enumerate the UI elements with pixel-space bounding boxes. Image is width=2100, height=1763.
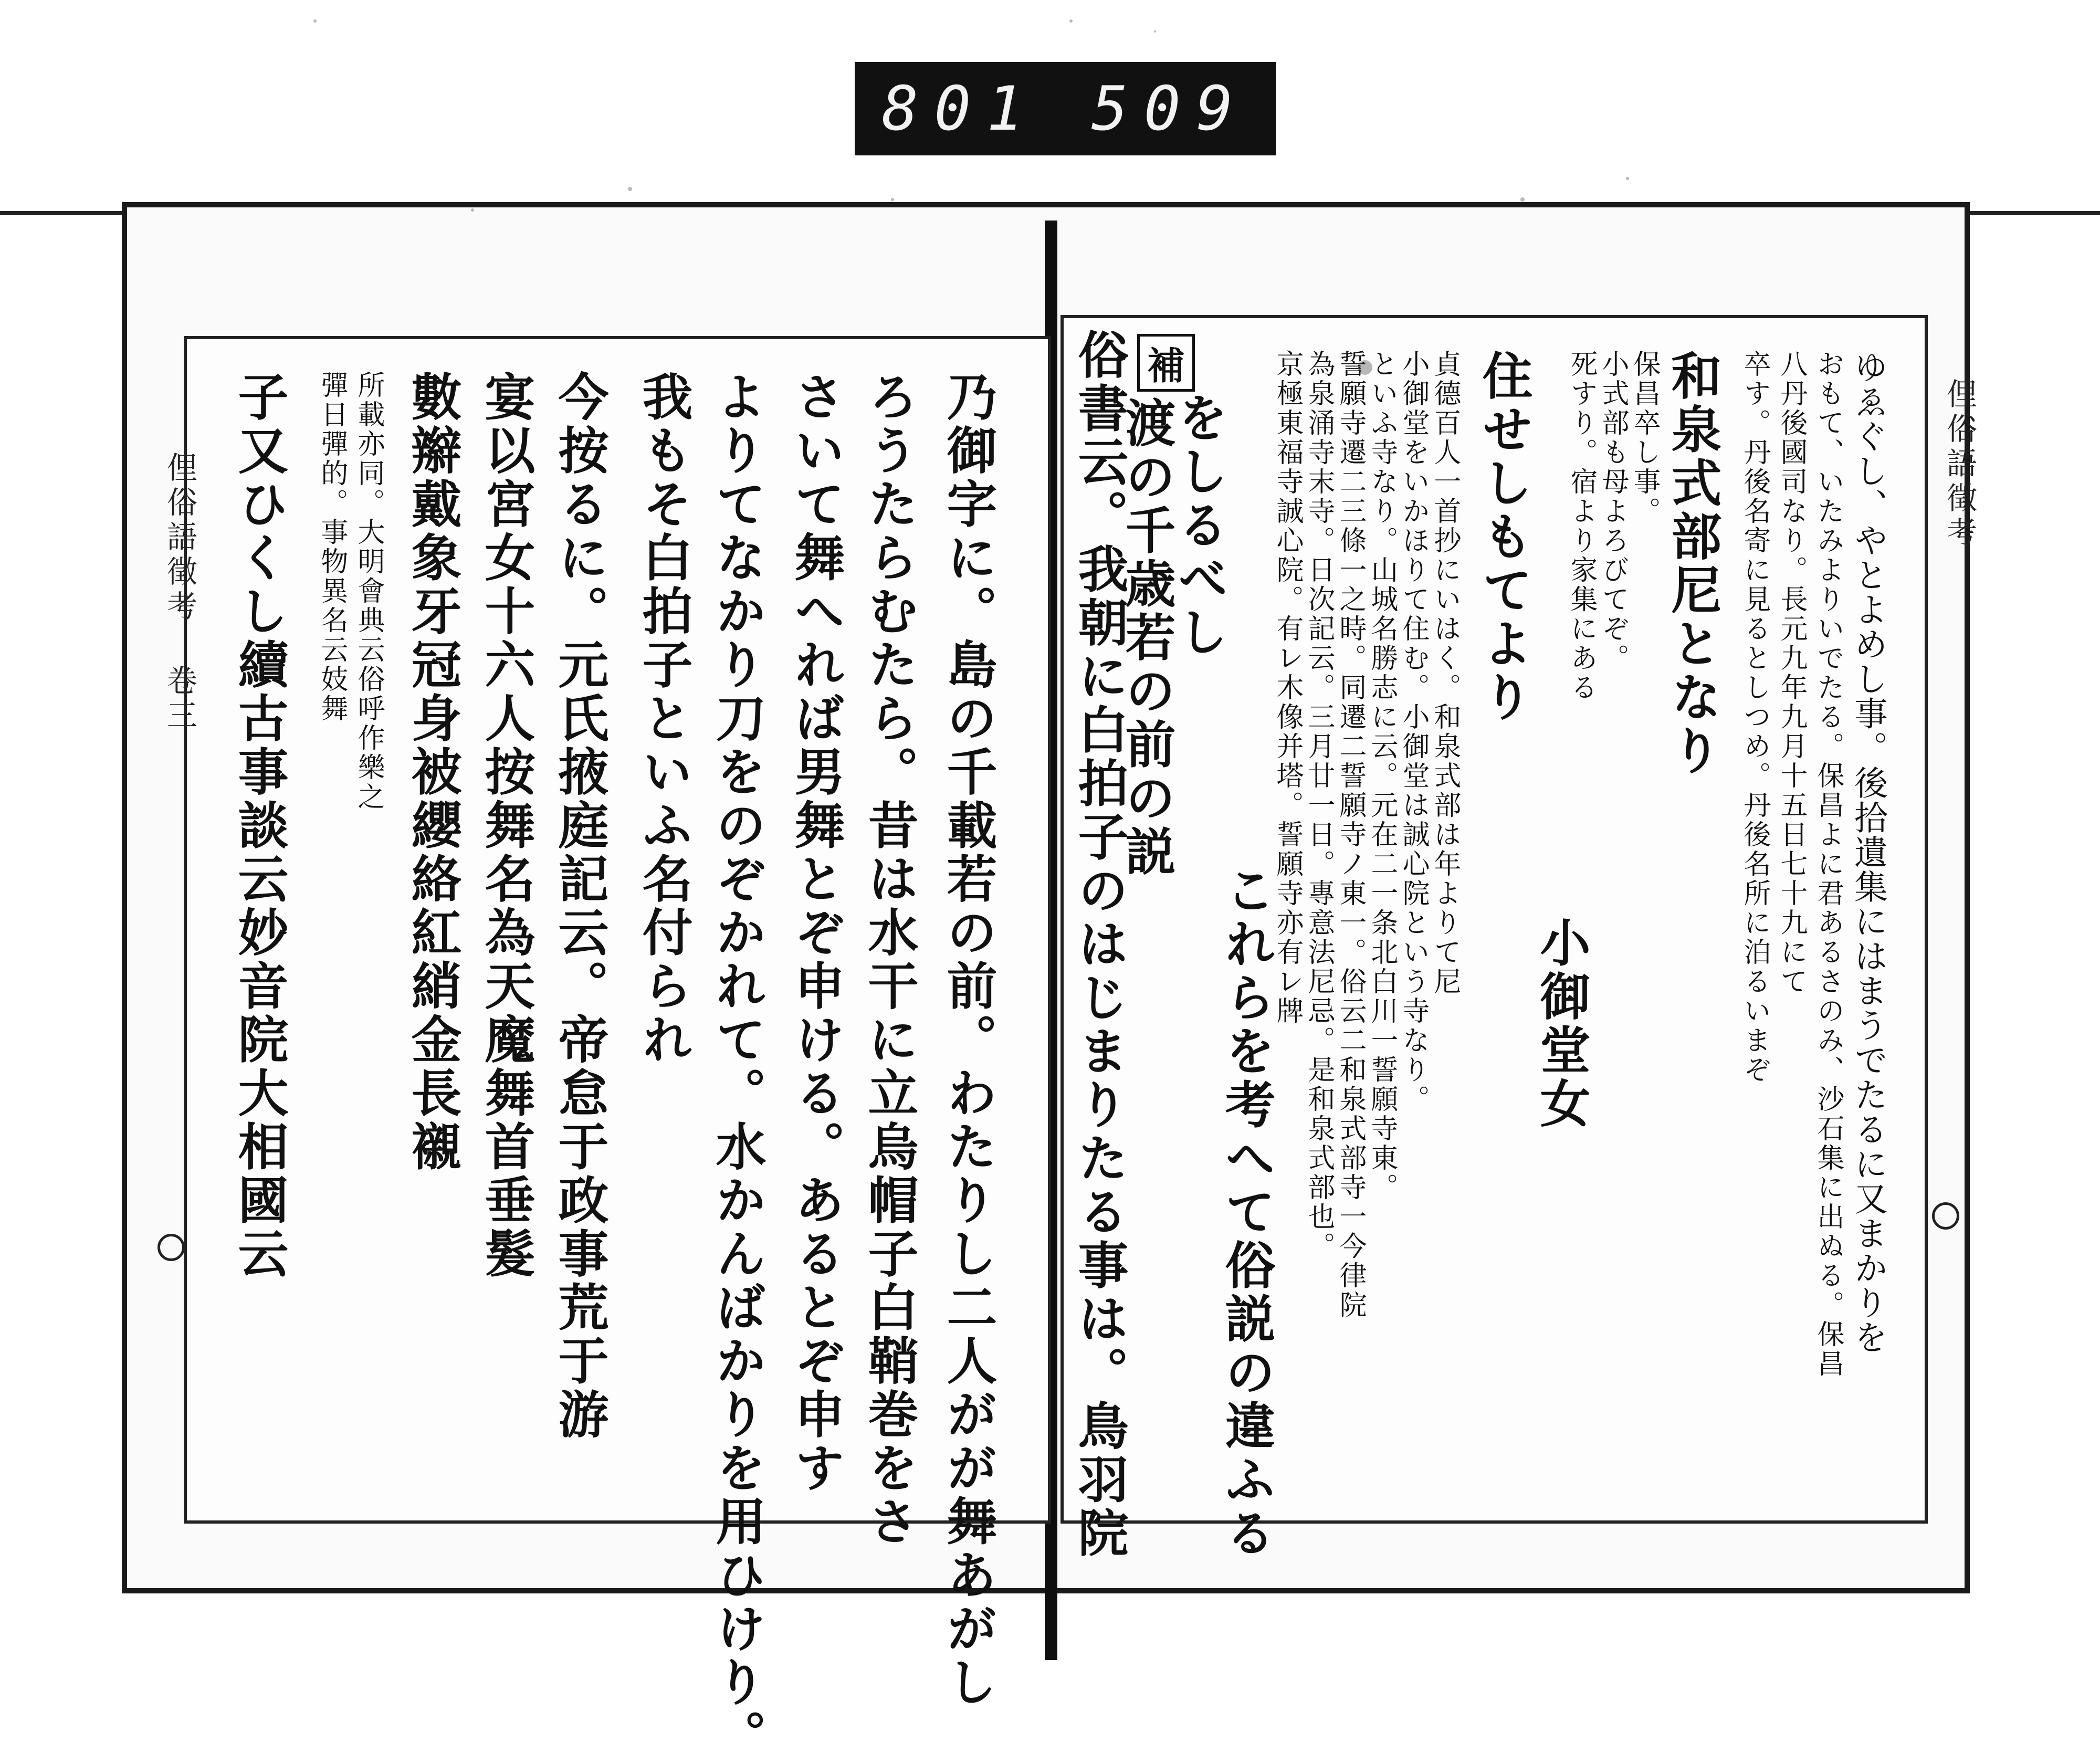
right-column-7: 小式部も母よろびてぞ。 bbox=[1597, 350, 1629, 673]
right-column-3: 八丹後國司なり。長元九年九月十五日七十九にて bbox=[1776, 350, 1807, 996]
left-column-6: 今按るに。元氏掖庭記云。帝怠于政事荒于游 bbox=[550, 371, 610, 1442]
left-margin-title: 俚俗語徵考 卷三 bbox=[162, 452, 197, 734]
right-page bbox=[1060, 315, 1928, 1560]
right-column-5: 和泉式部尼となり bbox=[1663, 350, 1723, 778]
left-column-5: 我もそ白拍子といふ名付られ bbox=[634, 371, 694, 1067]
right-column-4: 卒す。丹後名寄に見るとしつめ。丹後名所に泊るいまぞ bbox=[1739, 350, 1770, 1085]
right-column-14: 誓願寺遷二三條一之時。同遷二誓願寺ノ東一。俗云二和泉式部寺一今律院 bbox=[1335, 350, 1366, 1320]
left-column-3: さいて舞へれば男舞とぞ申ける。あるとぞ申す bbox=[786, 371, 846, 1495]
film-label-text: 801 509 bbox=[881, 73, 1249, 144]
right-column-12: 小御堂をいかほりて住む。小御堂は誠心院という寺なり。 bbox=[1398, 350, 1429, 1114]
right-column-18: をしるべし bbox=[1170, 392, 1229, 659]
right-column-2: おもて、いたみよりいでたる。保昌よに君あるさのみ、沙石集に出ぬる。保昌 bbox=[1812, 350, 1844, 1379]
right-column-8: 死すり。宿より家集にある bbox=[1566, 350, 1597, 702]
left-column-2: ろうたらむたら。昔は水干に立烏帽子白鞘巻をさ bbox=[860, 371, 919, 1549]
left-column-9: 所載亦同。大明會典云俗呼作樂之 bbox=[353, 371, 384, 812]
right-column-13: といふ寺なり。山城名勝志に云。元在二一条北白川一誓願寺東。 bbox=[1366, 350, 1398, 1202]
right-column-6: 保昌卒し事。 bbox=[1629, 350, 1660, 526]
right-margin-circle bbox=[1932, 1202, 1959, 1230]
left-column-11: 子又ひくし續古事談云妙音院大相國云 bbox=[230, 371, 289, 1281]
left-page bbox=[184, 336, 1051, 1763]
left-column-10: 彈日彈的。事物異名云妓舞 bbox=[316, 371, 348, 723]
hoshu-column-2: 渡の千歳若の前の説 bbox=[1117, 397, 1177, 879]
left-margin-circle bbox=[158, 1234, 185, 1261]
right-column-15: 為泉涌寺末寺。日次記云。三月廿一日。專意法尼忌。是和泉式部也。 bbox=[1303, 350, 1335, 1261]
right-column-1: ゆゑぐし、やとよめし事。後拾遺集にはまうでたるに又まかりを bbox=[1849, 350, 1887, 1355]
left-column-4: よりてなかり刀をのぞかれて。水かんばかりを用ひけり。 bbox=[708, 371, 767, 1763]
hoshu-column-1: 俗書云。我朝に白拍子のはじまりたる事は。鳥羽院 bbox=[1070, 329, 1129, 1560]
hoshu-box bbox=[1137, 334, 1195, 392]
hoshu-box-label: 補 bbox=[1147, 343, 1185, 388]
left-column-1: 乃御字に。島の千載若の前。わたりし二人がが舞あがし bbox=[939, 371, 998, 1709]
right-column-17: これらを考へて俗説の違ふる bbox=[1217, 864, 1276, 1560]
film-label bbox=[855, 62, 1276, 155]
left-column-8: 數辮戴象牙冠身被纓絡紅綃金長襯 bbox=[403, 371, 463, 1174]
right-column-10: 住せしもてより bbox=[1474, 350, 1534, 725]
right-column-11: 貞德百人一首抄にいはく。和泉式部は年よりて尼 bbox=[1429, 350, 1461, 996]
left-column-7: 宴以宮女十六人按舞名為天魔舞首垂髮 bbox=[477, 371, 536, 1281]
right-column-9: 小御堂女 bbox=[1532, 917, 1591, 1131]
right-margin-title: 俚俗語徵考 bbox=[1941, 378, 1977, 551]
right-column-16: 京極東福寺誠心院。有レ木像并塔。誓願寺亦有レ牌 bbox=[1272, 350, 1303, 1026]
